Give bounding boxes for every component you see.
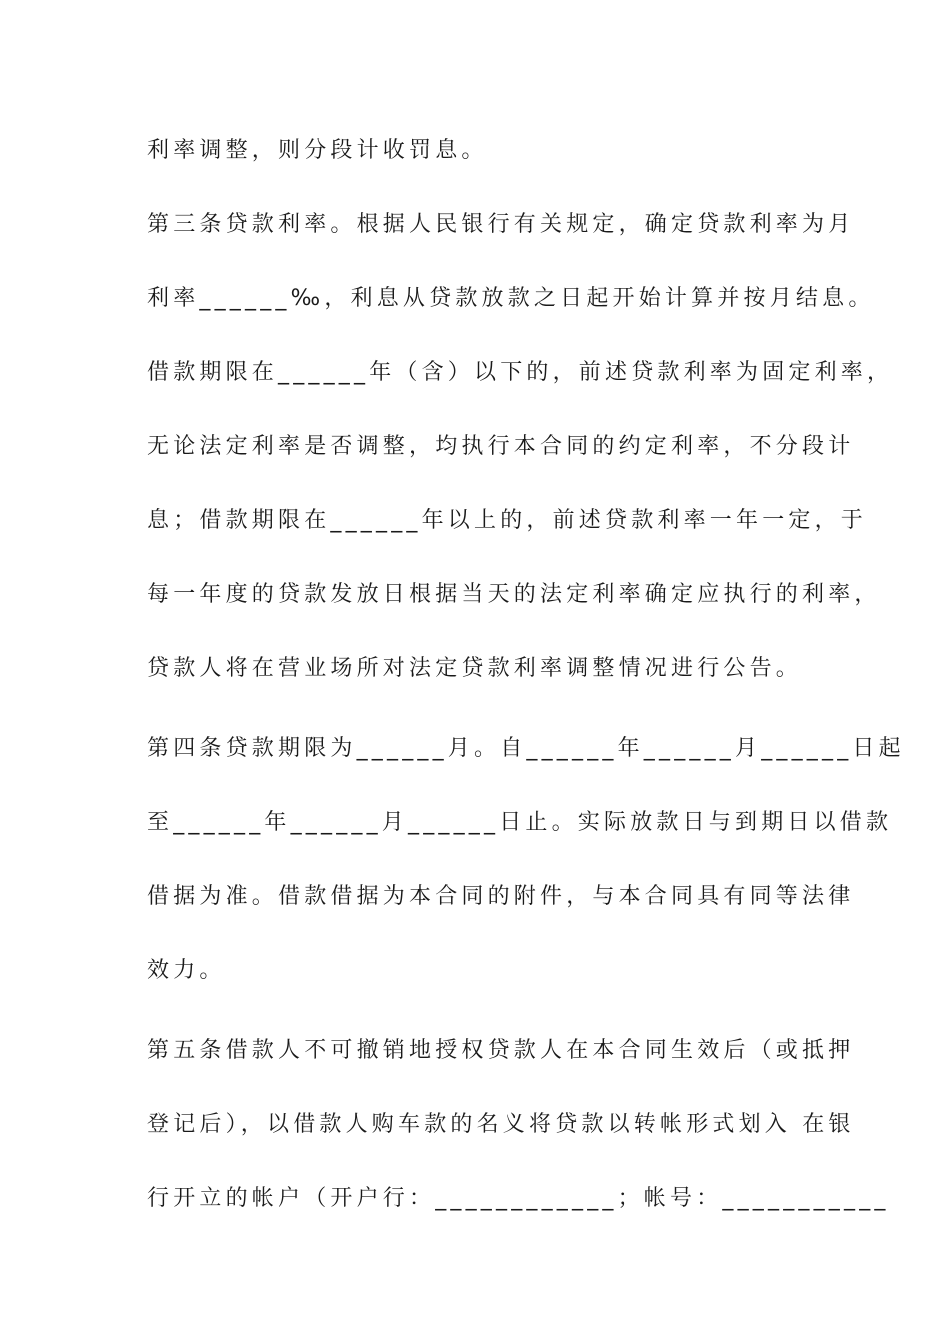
paragraph-line: 无论法定利率是否调整，均执行本合同的约定利率，不分段计 xyxy=(147,434,855,459)
paragraph-line: 至______年______月______日止。实际放款日与到期日以借款 xyxy=(147,810,893,835)
paragraph-line: 登记后），以借款人购车款的名义将贷款以转帐形式划入 在银 xyxy=(147,1112,855,1137)
paragraph-line: 效力。 xyxy=(147,958,226,983)
paragraph-line: 息；借款期限在______年以上的，前述贷款利率一年一定，于 xyxy=(147,508,868,533)
paragraph-line: 借款期限在______年（含）以下的，前述贷款利率为固定利率， xyxy=(147,360,894,385)
paragraph-line: 第三条贷款利率。根据人民银行有关规定，确定贷款利率为月 xyxy=(147,212,855,237)
paragraph-line: 第五条借款人不可撤销地授权贷款人在本合同生效后（或抵押 xyxy=(147,1038,855,1063)
paragraph-line: 每一年度的贷款发放日根据当天的法定利率确定应执行的利率， xyxy=(147,582,881,607)
paragraph-line: 利率调整，则分段计收罚息。 xyxy=(147,138,488,163)
paragraph-line: 行开立的帐户（开户行：____________；帐号：___________ xyxy=(147,1186,890,1211)
paragraph-line: 第四条贷款期限为______月。自______年______月______日起 xyxy=(147,736,905,761)
paragraph-line: 贷款人将在营业场所对法定贷款利率调整情况进行公告。 xyxy=(147,656,803,681)
paragraph-line: 利率______‰，利息从贷款放款之日起开始计算并按月结息。 xyxy=(147,286,875,311)
paragraph-line: 借据为准。借款借据为本合同的附件，与本合同具有同等法律 xyxy=(147,884,855,909)
